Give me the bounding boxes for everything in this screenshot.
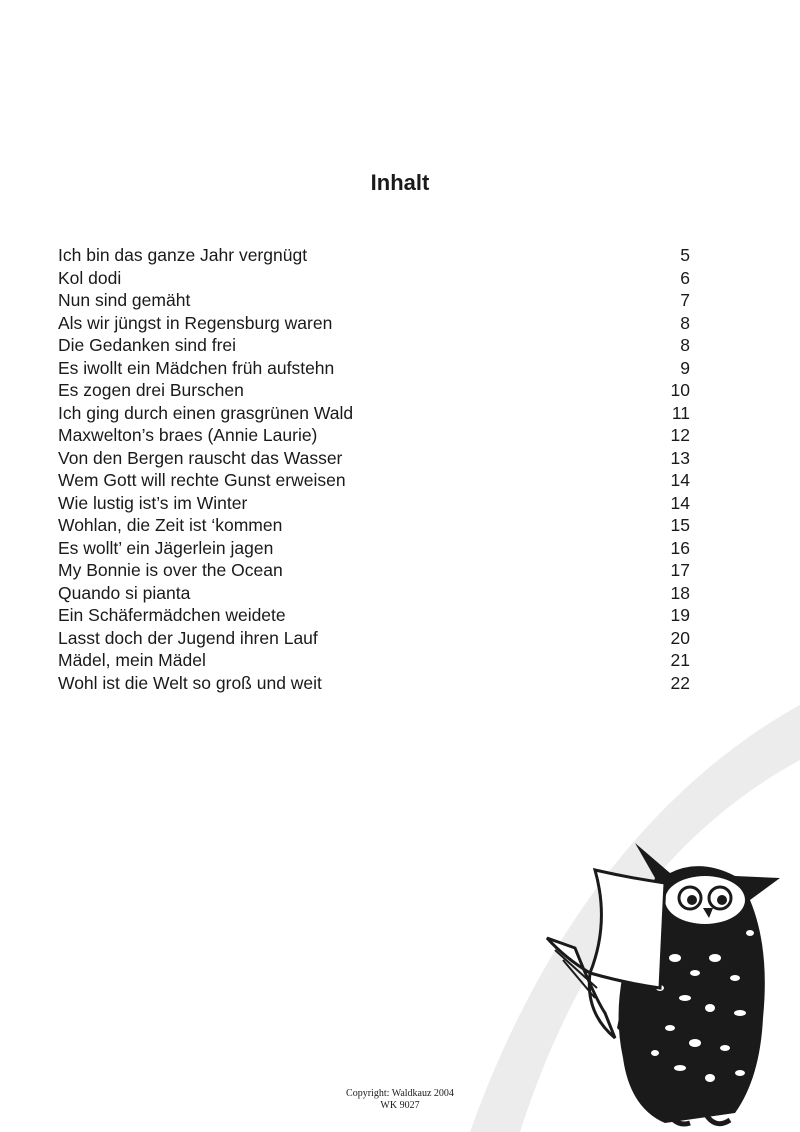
toc-entry-page: 22 [670,672,690,693]
toc-entry-page: 5 [680,245,690,265]
toc-entry-title: Nun sind gemäht [58,290,191,310]
toc-entry-title: Die Gedanken sind frei [58,335,237,355]
footer [300,1088,500,1112]
toc-entry-page: 10 [670,380,690,400]
toc-entry [58,379,690,402]
toc-entry-page: 12 [670,425,690,445]
toc-entry-page: 15 [670,515,690,535]
toc-entry [58,357,690,380]
toc-entry-title: Von den Bergen rauscht das Wasser [58,447,343,468]
toc-entry-title: Es wollt’ ein Jägerlein jagen [58,537,274,558]
toc-entry-page: 21 [670,650,690,670]
toc-entry-page: 13 [670,447,690,468]
toc-entry-title: Maxwelton’s braes (Annie Laurie) [58,425,318,445]
toc-entry [58,627,690,650]
toc-entry-title: Mädel, mein Mädel [58,650,206,670]
toc-entry [58,267,690,290]
toc-entry [58,672,690,695]
toc-entry-title: Wohl ist die Welt so groß und weit [58,672,322,693]
toc-entry-page: 11 [671,402,690,423]
owl-reading-icon [535,838,795,1128]
toc-entry [58,424,690,447]
page-title: Inhalt [370,170,430,195]
copyright-text: Copyright: Waldkauz 2004 [346,1088,454,1099]
toc-entry-title: Ein Schäfermädchen weidete [58,605,286,625]
toc-entry [58,492,690,515]
toc-entry-page: 9 [680,357,690,378]
toc-entry-page: 14 [670,492,690,513]
toc-entry-page: 6 [680,267,690,288]
toc-entry-title: Als wir jüngst in Regensburg waren [58,312,333,333]
toc-entry-page: 20 [670,627,690,648]
toc-entry-title: Quando si pianta [58,582,191,603]
toc-entry [58,559,690,582]
toc-entry-page: 7 [680,290,690,310]
toc-entry [58,469,690,492]
toc-entry-page: 17 [670,560,690,580]
toc-entry [58,582,690,605]
toc-entry [58,537,690,560]
toc-entry-title: Lasst doch der Jugend ihren Lauf [58,627,318,648]
toc-entry [58,312,690,335]
toc-entry [58,447,690,470]
toc-entry [58,649,690,672]
toc-entry [58,604,690,627]
toc-entry-title: Wie lustig ist’s im Winter [58,492,248,513]
toc-entry [58,402,690,425]
toc-entry-title: Kol dodi [58,267,122,288]
toc-entry-title: Wem Gott will rechte Gunst erweisen [58,470,346,490]
toc-entry [58,289,690,312]
toc-entry [58,244,690,267]
toc-entry-page: 14 [670,470,690,490]
toc-entry-page: 8 [680,312,690,333]
product-code: WK 9027 [380,1100,420,1111]
toc-entry [58,514,690,537]
toc-entry-title: Es iwollt ein Mädchen früh aufstehn [58,357,335,378]
toc-entry-title: Ich ging durch einen grasgrünen Wald [58,402,354,423]
table-of-contents [58,244,690,694]
toc-entry [58,334,690,357]
toc-entry-title: My Bonnie is over the Ocean [58,560,283,580]
toc-entry-page: 19 [670,605,690,625]
toc-entry-page: 18 [670,582,690,603]
toc-entry-title: Es zogen drei Burschen [58,380,244,400]
toc-entry-page: 8 [680,335,690,355]
toc-entry-title: Ich bin das ganze Jahr vergnügt [58,245,308,265]
toc-entry-title: Wohlan, die Zeit ist ‘kommen [58,515,283,535]
toc-entry-page: 16 [670,537,690,558]
